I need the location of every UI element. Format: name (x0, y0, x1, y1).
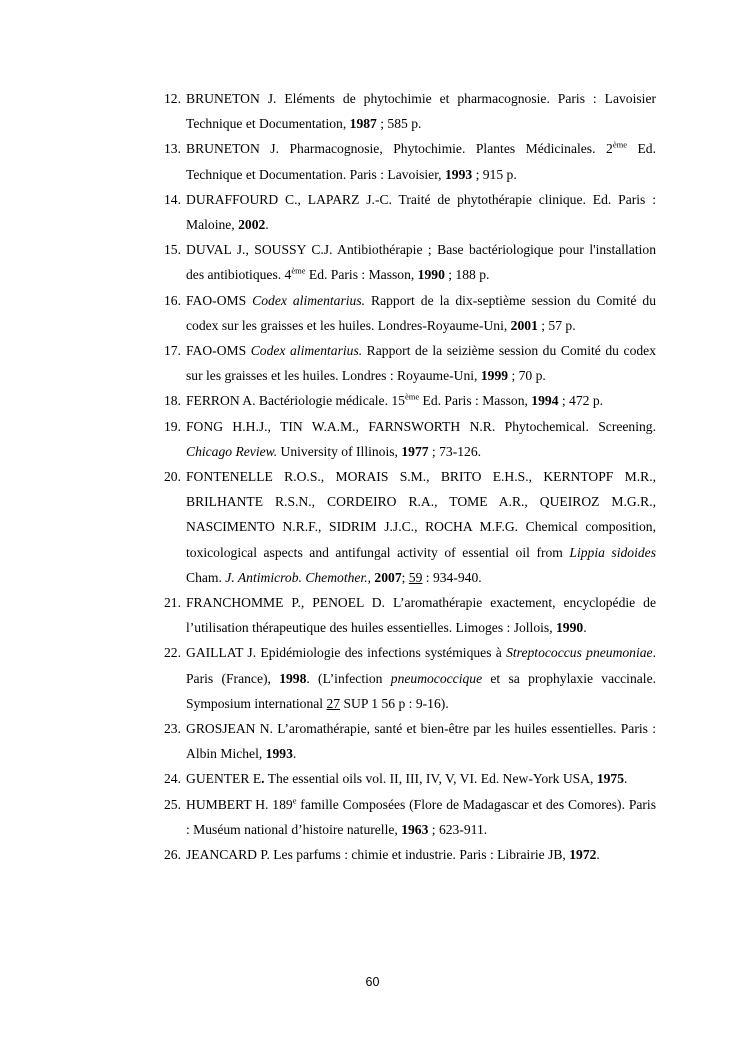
reference-segment: ème (404, 391, 420, 402)
reference-item (164, 590, 656, 640)
reference-segment: Rapport de la dix-septième session du Comité du codex sur les graisses et les huiles. Londres-Royaume-Uni, (186, 292, 656, 333)
reference-segment: ; 915 p. (472, 166, 517, 182)
reference-segment: . (583, 620, 587, 636)
reference-segment: BRUNETON J. Eléments de phytochimie et pharmacognosie. Paris : Lavoisier Technique et Documentation, (186, 91, 656, 132)
reference-segment: 1993 (265, 746, 293, 762)
reference-segment: ; 73-126. (428, 443, 482, 459)
reference-segment: University of Illinois, (277, 443, 402, 459)
reference-list (164, 86, 656, 867)
reference-number: 12. (164, 91, 181, 106)
reference-segment: The essential oils vol. II, III, IV, V, VI. Ed. New-York USA, (264, 771, 597, 787)
reference-text (186, 721, 656, 761)
reference-text (186, 419, 656, 459)
reference-segment: FRANCHOMME P., PENOEL D. L’aromathérapie exactement, encyclopédie de l’utilisation thérapeutique des huiles essentielles. Limoges : Jollois, (186, 595, 656, 636)
reference-segment: 2002 (238, 217, 266, 233)
reference-segment: ; 57 p. (537, 317, 576, 333)
reference-text (186, 343, 656, 383)
reference-text (186, 847, 600, 862)
reference-segment: Codex alimentarius. (252, 292, 366, 308)
reference-segment: 1975 (596, 771, 625, 787)
reference-segment: ; 188 p. (444, 267, 490, 283)
reference-segment: Lippia sidoides (569, 544, 656, 560)
reference-segment: 1990 (417, 267, 445, 283)
reference-segment: 1963 (401, 821, 429, 837)
reference-item (164, 86, 656, 136)
reference-segment: 1999 (480, 368, 509, 384)
reference-item (164, 716, 656, 766)
reference-segment: 1972 (569, 847, 597, 863)
reference-segment: 2001 (510, 317, 538, 333)
reference-item (164, 136, 656, 186)
reference-text (186, 91, 656, 131)
reference-text (186, 771, 627, 786)
reference-segment: ; 623-911. (428, 821, 488, 837)
reference-number: 23. (164, 721, 181, 737)
reference-segment: Ed. Paris : Masson, (419, 393, 532, 409)
reference-item (164, 187, 656, 237)
reference-segment: GAILLAT J. Epidémiologie des infections systémiques à (186, 645, 507, 661)
reference-segment: ; 585 p. (376, 116, 422, 132)
reference-segment: FAO-OMS (186, 343, 251, 359)
reference-item (164, 388, 656, 413)
reference-segment: Ed. Paris : Masson, (305, 267, 418, 283)
reference-text (186, 645, 656, 710)
reference-segment: . Paris (France), (186, 645, 656, 686)
reference-segment: J. Antimicrob. Chemother. (225, 569, 368, 585)
reference-item (164, 842, 656, 867)
reference-number: 19. (164, 418, 181, 434)
reference-segment: Cham. (186, 569, 226, 585)
reference-text (186, 393, 603, 408)
reference-segment: . (292, 746, 297, 762)
reference-segment: SUP 1 56 p : 9-16). (340, 695, 449, 711)
reference-segment: 1994 (531, 393, 559, 409)
reference-segment: GUENTER E (186, 771, 262, 787)
reference-segment: 1998 (279, 670, 307, 686)
reference-segment: ème (612, 139, 627, 150)
reference-segment: 1993 (444, 166, 473, 182)
reference-item (164, 792, 656, 842)
reference-item (164, 464, 656, 590)
reference-number: 25. (164, 796, 181, 812)
reference-segment: 1977 (401, 443, 429, 459)
reference-text (186, 192, 656, 232)
reference-text (186, 141, 656, 181)
reference-number: 20. (164, 469, 181, 485)
reference-number: 22. (164, 645, 181, 661)
reference-segment: Rapport de la seizième session du Comité du codex sur les graisses et les huiles. Londres : Royaume-Uni, (186, 343, 656, 384)
reference-segment: ème (291, 265, 306, 276)
reference-segment: e (292, 795, 297, 806)
reference-segment: FONTENELLE R.O.S., MORAIS S.M., BRITO E.H.S., KERNTOPF M.R., BRILHANTE R.S.N., CORDEIRO R.A., TOME A.R., QUEIROZ M.G.R., NASCIMENTO N.R.F., SIDRIM J.J.C., ROCHA M.F.G. Chemical composition, toxicological aspects and antifungal activity of essential oil from (186, 469, 656, 560)
reference-segment: , (367, 569, 375, 585)
reference-segment: ; 472 p. (558, 393, 604, 409)
reference-segment: BRUNETON J. Pharmacognosie, Phytochimie. Plantes Médicinales. 2 (186, 141, 613, 157)
reference-segment: ; 70 p. (508, 368, 546, 384)
reference-segment: 59 (408, 569, 423, 585)
reference-text (186, 469, 656, 585)
reference-item (164, 766, 656, 791)
reference-segment: FAO-OMS (186, 292, 253, 308)
reference-segment: : 934-940. (422, 569, 482, 585)
reference-text (186, 293, 656, 333)
reference-number: 26. (164, 847, 181, 863)
reference-text (186, 797, 656, 837)
reference-segment: . (624, 771, 628, 787)
reference-number: 24. (164, 771, 181, 787)
reference-number: 18. (164, 393, 181, 409)
reference-number: 16. (164, 292, 181, 308)
reference-segment: FERRON A. Bactériologie médicale. 15 (186, 393, 405, 409)
reference-segment: Chicago Review. (186, 443, 278, 459)
reference-segment: DUVAL J., SOUSSY C.J. Antibiothérapie ; Base bactériologique pour l'installation des antibiotiques. 4 (186, 242, 656, 283)
reference-item (164, 237, 656, 287)
reference-segment: . (596, 847, 600, 863)
reference-segment: . (261, 771, 265, 787)
page-number: 60 (365, 975, 380, 989)
reference-item (164, 640, 656, 716)
reference-segment: et sa prophylaxie vaccinale. Symposium international (186, 670, 657, 711)
reference-number: 15. (164, 242, 181, 258)
reference-segment: pneumococcique (390, 670, 483, 686)
reference-segment: DURAFFOURD C., LAPARZ J.-C. Traité de phytothérapie clinique. Ed. Paris : Maloine, (186, 191, 656, 233)
reference-number: 13. (164, 141, 181, 157)
reference-segment: ; (401, 569, 409, 585)
reference-segment: . (265, 217, 269, 233)
reference-segment: Ed. Technique et Documentation. Paris : Lavoisier, (186, 141, 656, 182)
reference-item (164, 288, 656, 338)
reference-segment: 2007 (374, 569, 402, 585)
reference-item (164, 338, 656, 388)
reference-number: 21. (164, 595, 181, 611)
reference-text (186, 595, 656, 635)
reference-segment: 27 (326, 695, 341, 711)
reference-segment: FONG H.H.J., TIN W.A.M., FARNSWORTH N.R. Phytochemical. Screening. (186, 418, 656, 434)
reference-segment: 1990 (556, 620, 584, 636)
reference-item (164, 414, 656, 464)
reference-segment: HUMBERT H. 189 (186, 796, 293, 812)
reference-segment: Codex alimentarius. (250, 343, 363, 359)
reference-segment: Streptococcus pneumoniae (506, 645, 653, 661)
reference-number: 17. (164, 343, 181, 359)
reference-segment: GROSJEAN N. L’aromathérapie, santé et bien-être par les huiles essentielles. Paris : Albin Michel, (186, 721, 656, 762)
reference-number: 14. (164, 191, 181, 207)
reference-segment: 1987 (349, 116, 377, 132)
reference-text (186, 242, 656, 282)
reference-segment: famille Composées (Flore de Madagascar et des Comores). Paris : Muséum national d’histoire naturelle, (186, 796, 657, 837)
reference-segment: JEANCARD P. Les parfums : chimie et industrie. Paris : Librairie JB, (186, 847, 570, 863)
reference-segment: . (L’infection (306, 670, 391, 686)
